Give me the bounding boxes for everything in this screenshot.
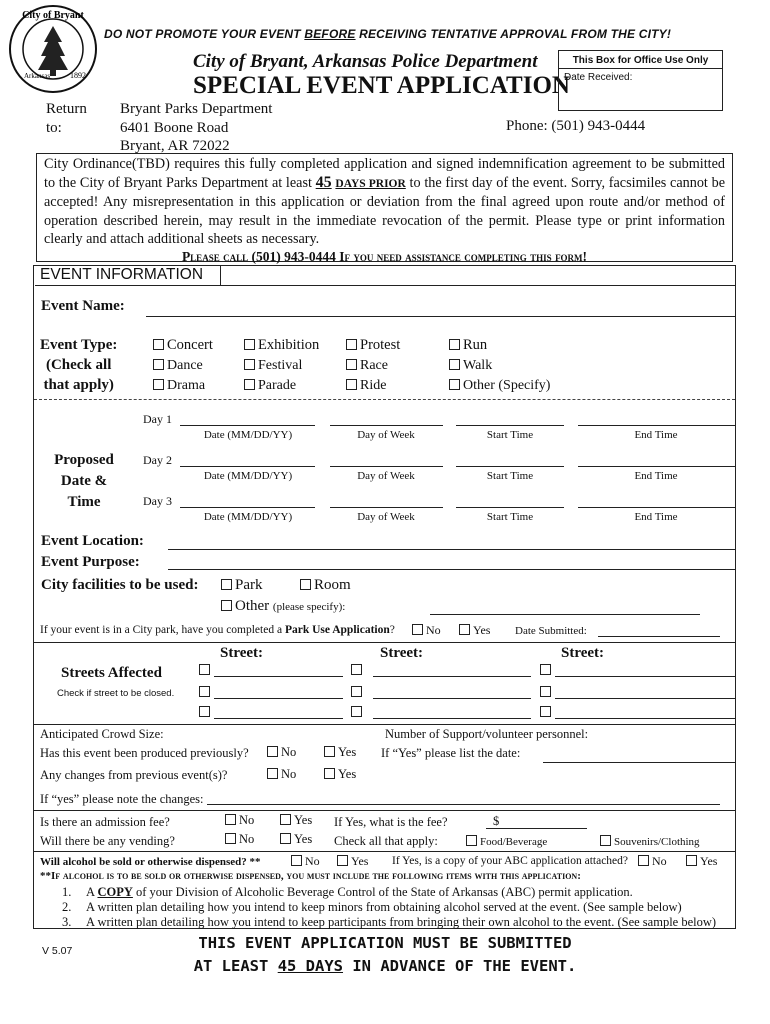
vending-question: Will there be any vending? bbox=[40, 834, 175, 848]
street-column-header: Street: bbox=[561, 645, 605, 661]
vending-check-label: Check all that apply: bbox=[334, 834, 438, 848]
street-name-input[interactable] bbox=[373, 718, 531, 719]
street-name-input[interactable] bbox=[555, 676, 735, 677]
streets-note: Check if street to be closed. bbox=[57, 688, 175, 699]
date-time-input[interactable] bbox=[330, 425, 443, 426]
fee-dollar: $ bbox=[493, 814, 500, 828]
changes-question: Any changes from previous event(s)? bbox=[40, 768, 228, 782]
date-submitted-label: Date Submitted: bbox=[515, 625, 587, 637]
section-title: EVENT INFORMATION bbox=[35, 266, 221, 286]
alcohol-warning: **If alcohol is to be sold or otherwise dispensed, you must include the following items with this application: bbox=[40, 870, 581, 882]
changes-no-checkbox[interactable]: No bbox=[267, 767, 296, 782]
event-type-option[interactable]: Walk bbox=[449, 358, 492, 374]
changes-yes-checkbox[interactable]: Yes bbox=[324, 767, 356, 782]
instructions-box bbox=[36, 153, 733, 262]
event-name-label: Event Name: bbox=[41, 298, 125, 314]
city-seal bbox=[8, 4, 98, 94]
park-use-no-checkbox[interactable]: No bbox=[412, 623, 441, 638]
event-name-input[interactable] bbox=[146, 316, 736, 317]
alcohol-no-checkbox[interactable]: No bbox=[291, 854, 320, 869]
crowd-size-label: Anticipated Crowd Size: bbox=[40, 727, 164, 741]
alcohol-requirement-item: 3. A written plan detailing how you intend to keep participants from bringing their own alcohol to the event. (See sample below) bbox=[62, 915, 717, 929]
date-time-input[interactable] bbox=[330, 466, 443, 467]
park-checkbox[interactable]: Park bbox=[221, 577, 263, 594]
event-location-label: Event Location: bbox=[41, 533, 144, 549]
event-type-option[interactable]: Dance bbox=[153, 358, 203, 374]
date-submitted-input[interactable] bbox=[598, 636, 720, 637]
phone-number: Phone: (501) 943-0444 bbox=[506, 118, 646, 134]
admission-yes-checkbox[interactable]: Yes bbox=[280, 813, 312, 828]
vending-yes-checkbox[interactable]: Yes bbox=[280, 832, 312, 847]
event-type-option[interactable]: Run bbox=[449, 337, 487, 354]
abc-question: If Yes, is a copy of your ABC application attached? bbox=[392, 855, 629, 867]
approval-notice: DO NOT PROMOTE YOUR EVENT BEFORE RECEIVING TENTATIVE APPROVAL FROM THE CITY! bbox=[104, 27, 672, 41]
produced-date-input[interactable] bbox=[543, 762, 735, 763]
street-closed-checkbox[interactable] bbox=[199, 664, 210, 675]
seal-right-text: 1892 bbox=[70, 71, 86, 80]
street-column-header: Street: bbox=[220, 645, 264, 661]
date-time-input[interactable] bbox=[578, 507, 735, 508]
souvenirs-checkbox[interactable]: Souvenirs/Clothing bbox=[600, 835, 700, 848]
date-time-input[interactable] bbox=[578, 466, 735, 467]
fee-question: If Yes, what is the fee? bbox=[334, 815, 448, 829]
street-name-input[interactable] bbox=[373, 698, 531, 699]
other-facility-input[interactable] bbox=[430, 614, 700, 615]
other-facility-checkbox[interactable]: Other (please specify): bbox=[221, 598, 345, 615]
assistance-call: Please call (501) 943-0444 If you need assistance completing this form! bbox=[181, 248, 588, 264]
alcohol-requirement-item: 1. A COPY of your Division of Alcoholic Beverage Control of the State of Arkansas (ABC) permit application. bbox=[62, 885, 633, 899]
park-use-question: If your event is in a City park, have you completed a Park Use Application? bbox=[40, 624, 395, 636]
event-type-option[interactable]: Race bbox=[346, 358, 388, 374]
seal-top-text: City of Bryant bbox=[22, 10, 84, 21]
page-title: SPECIAL EVENT APPLICATION bbox=[193, 72, 570, 99]
park-use-yes-checkbox[interactable]: Yes bbox=[459, 623, 490, 638]
street-closed-checkbox[interactable] bbox=[351, 664, 362, 675]
street-closed-checkbox[interactable] bbox=[540, 706, 551, 717]
event-type-option[interactable]: Drama bbox=[153, 378, 205, 394]
seal-left-text: Arkansas bbox=[24, 72, 51, 80]
submission-notice: THIS EVENT APPLICATION MUST BE SUBMITTED AT LEAST 45 DAYS IN ADVANCE OF THE EVENT. bbox=[193, 934, 577, 975]
day-label: Day 1 bbox=[143, 412, 172, 426]
street-name-input[interactable] bbox=[373, 676, 531, 677]
date-time-input[interactable] bbox=[456, 425, 564, 426]
date-field-caption: End Time bbox=[634, 511, 678, 523]
office-box-title: This Box for Office Use Only bbox=[572, 55, 709, 66]
alcohol-yes-checkbox[interactable]: Yes bbox=[337, 854, 368, 869]
date-time-input[interactable] bbox=[180, 425, 315, 426]
return-address: Bryant Parks Department 6401 Boone Road Bryant, AR 72022 bbox=[120, 101, 273, 154]
date-field-caption: Start Time bbox=[486, 429, 534, 441]
event-purpose-label: Event Purpose: bbox=[41, 554, 140, 570]
produced-yes-checkbox[interactable]: Yes bbox=[324, 745, 356, 760]
date-field-caption: Date (MM/DD/YY) bbox=[203, 511, 293, 523]
alcohol-question: Will alcohol be sold or otherwise dispensed? ** bbox=[40, 856, 261, 868]
date-field-caption: Day of Week bbox=[357, 429, 415, 441]
event-type-option[interactable]: Festival bbox=[244, 358, 302, 374]
street-name-input[interactable] bbox=[555, 718, 735, 719]
abc-yes-checkbox[interactable]: Yes bbox=[686, 854, 717, 869]
date-time-input[interactable] bbox=[456, 466, 564, 467]
event-type-option[interactable]: Ride bbox=[346, 378, 386, 394]
street-closed-checkbox[interactable] bbox=[351, 686, 362, 697]
vending-no-checkbox[interactable]: No bbox=[225, 832, 254, 847]
day-label: Day 3 bbox=[143, 494, 172, 508]
street-closed-checkbox[interactable] bbox=[199, 706, 210, 717]
street-name-input[interactable] bbox=[214, 718, 343, 719]
date-time-input[interactable] bbox=[330, 507, 443, 508]
event-type-label: Event Type: (Check all that apply) bbox=[40, 337, 118, 393]
admission-no-checkbox[interactable]: No bbox=[225, 813, 254, 828]
street-name-input[interactable] bbox=[555, 698, 735, 699]
proposed-date-label: Proposed Date & Time bbox=[54, 452, 114, 510]
return-label: Return to: bbox=[46, 101, 87, 136]
date-time-input[interactable] bbox=[578, 425, 735, 426]
office-use-box bbox=[558, 50, 723, 111]
changes-note-input[interactable] bbox=[207, 804, 720, 805]
date-field-caption: End Time bbox=[634, 470, 678, 482]
alcohol-requirement-item: 2. A written plan detailing how you intend to keep minors from obtaining alcohol served at the event. (See sample below) bbox=[62, 900, 682, 914]
version-label: V 5.07 bbox=[42, 945, 73, 957]
date-field-caption: Day of Week bbox=[357, 470, 415, 482]
date-field-caption: Start Time bbox=[486, 511, 534, 523]
date-time-input[interactable] bbox=[180, 466, 315, 467]
event-type-option[interactable]: Protest bbox=[346, 337, 400, 354]
changes-note-label: If “yes” please note the changes: bbox=[40, 792, 204, 806]
date-received-label: Date Received: bbox=[564, 72, 633, 83]
street-closed-checkbox[interactable] bbox=[540, 686, 551, 697]
produced-no-checkbox[interactable]: No bbox=[267, 745, 296, 760]
date-time-input[interactable] bbox=[456, 507, 564, 508]
date-time-input[interactable] bbox=[180, 507, 315, 508]
date-field-caption: Date (MM/DD/YY) bbox=[203, 470, 293, 482]
street-closed-checkbox[interactable] bbox=[540, 664, 551, 675]
admission-question: Is there an admission fee? bbox=[40, 815, 170, 829]
streets-affected-label: Streets Affected bbox=[61, 665, 162, 681]
department-title: City of Bryant, Arkansas Police Department bbox=[193, 51, 538, 72]
instructions-text: City Ordinance(TBD) requires this fully completed application and signed indemnification agreement to be submitted to the City of Bryant Parks Department at least 45 DAYS PRIOR to the first day of the event. Sorry, facsimiles cannot be accepted! Any misrepresentation in this application or deviation from the final agreed upon route and/or method of operation described herein, may result in the immediate revocation of the permit. Please type or print information clearly and attach additional sheets as necessary. bbox=[44, 156, 725, 247]
date-field-caption: Date (MM/DD/YY) bbox=[203, 429, 293, 441]
abc-no-checkbox[interactable]: No bbox=[638, 854, 667, 869]
produced-question: Has this event been produced previously? bbox=[40, 746, 249, 760]
day-label: Day 2 bbox=[143, 453, 172, 467]
street-closed-checkbox[interactable] bbox=[199, 686, 210, 697]
volunteers-label: Number of Support/volunteer personnel: bbox=[385, 727, 589, 741]
street-name-input[interactable] bbox=[214, 676, 343, 677]
city-facilities-label: City facilities to be used: bbox=[41, 577, 199, 593]
room-checkbox[interactable]: Room bbox=[300, 577, 351, 594]
produced-date-label: If “Yes” please list the date: bbox=[381, 746, 521, 760]
street-closed-checkbox[interactable] bbox=[351, 706, 362, 717]
event-type-option[interactable]: Concert bbox=[153, 337, 213, 354]
street-column-header: Street: bbox=[380, 645, 424, 661]
event-purpose-input[interactable] bbox=[168, 569, 735, 570]
fee-input[interactable] bbox=[486, 828, 587, 829]
event-location-input[interactable] bbox=[168, 549, 735, 550]
date-field-caption: Day of Week bbox=[357, 511, 415, 523]
event-type-option[interactable]: Other (Specify) bbox=[449, 378, 550, 394]
street-name-input[interactable] bbox=[214, 698, 343, 699]
date-field-caption: End Time bbox=[634, 429, 678, 441]
date-field-caption: Start Time bbox=[486, 470, 534, 482]
event-type-option[interactable]: Exhibition bbox=[244, 337, 319, 354]
event-type-option[interactable]: Parade bbox=[244, 378, 296, 394]
food-beverage-checkbox[interactable]: Food/Beverage bbox=[466, 835, 547, 848]
